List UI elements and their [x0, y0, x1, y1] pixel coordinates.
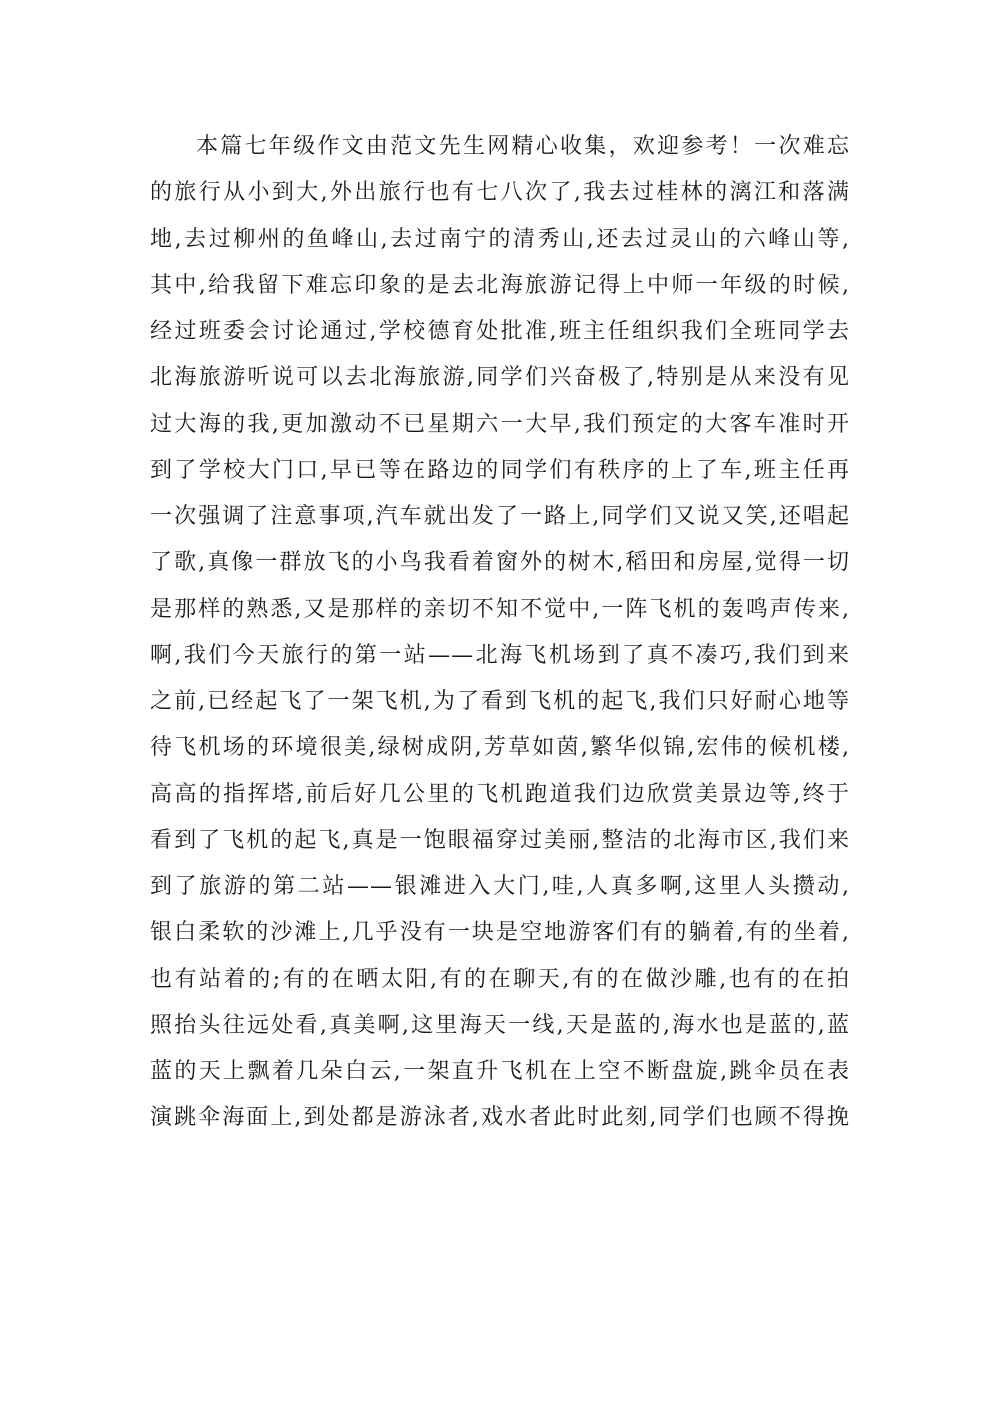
text-line: 了歌,真像一群放飞的小鸟我看着窗外的树木,稻田和房屋,觉得一切 — [150, 550, 850, 576]
text-line: 看到了飞机的起飞,真是一饱眼福穿过美丽,整洁的北海市区,我们来 — [150, 827, 850, 853]
text-line: 也有站着的;有的在晒太阳,有的在聊天,有的在做沙雕,也有的在拍 — [150, 966, 850, 992]
text-line: 的旅行从小到大,外出旅行也有七八次了,我去过桂林的漓江和落满 — [150, 180, 850, 206]
text-line: 北海旅游听说可以去北海旅游,同学们兴奋极了,特别是从来没有见 — [150, 365, 850, 391]
text-line: 过大海的我,更加激动不已星期六一大早,我们预定的大客车准时开 — [150, 411, 850, 437]
text-line: 高高的指挥塔,前后好几公里的飞机跑道我们边欣赏美景边等,终于 — [150, 781, 850, 807]
essay-body — [150, 124, 850, 1142]
text-line: 照抬头往远处看,真美啊,这里海天一线,天是蓝的,海水也是蓝的,蓝 — [150, 1012, 850, 1038]
text-line: 啊,我们今天旅行的第一站——北海飞机场到了真不凑巧,我们到来 — [150, 642, 850, 668]
text-line: 之前,已经起飞了一架飞机,为了看到飞机的起飞,我们只好耐心地等 — [150, 689, 850, 714]
text-line: 本篇七年级作文由范文先生网精心收集，欢迎参考！一次难忘 — [196, 134, 850, 159]
text-line: 其中,给我留下难忘印象的是去北海旅游记得上中师一年级的时候, — [150, 272, 850, 298]
text-line: 演跳伞海面上,到处都是游泳者,戏水者此时此刻,同学们也顾不得挽 — [150, 1105, 850, 1131]
text-line: 银白柔软的沙滩上,几乎没有一块是空地游客们有的躺着,有的坐着, — [150, 920, 850, 946]
text-line: 到了学校大门口,早已等在路边的同学们有秩序的上了车,班主任再 — [150, 457, 850, 483]
text-line: 地,去过柳州的鱼峰山,去过南宁的清秀山,还去过灵山的六峰山等, — [150, 226, 850, 252]
text-line: 是那样的熟悉,又是那样的亲切不知不觉中,一阵飞机的轰鸣声传来, — [150, 596, 850, 622]
text-line: 经过班委会讨论通过,学校德育处批准,班主任组织我们全班同学去 — [150, 319, 850, 344]
text-line: 待飞机场的环境很美,绿树成阴,芳草如茵,繁华似锦,宏伟的候机楼, — [150, 735, 850, 761]
text-line: 到了旅游的第二站——银滩进入大门,哇,人真多啊,这里人头攒动, — [150, 874, 850, 899]
text-line: 一次强调了注意事项,汽车就出发了一路上,同学们又说又笑,还唱起 — [150, 504, 850, 529]
text-line: 蓝的天上飘着几朵白云,一架直升飞机在上空不断盘旋,跳伞员在表 — [150, 1059, 850, 1084]
